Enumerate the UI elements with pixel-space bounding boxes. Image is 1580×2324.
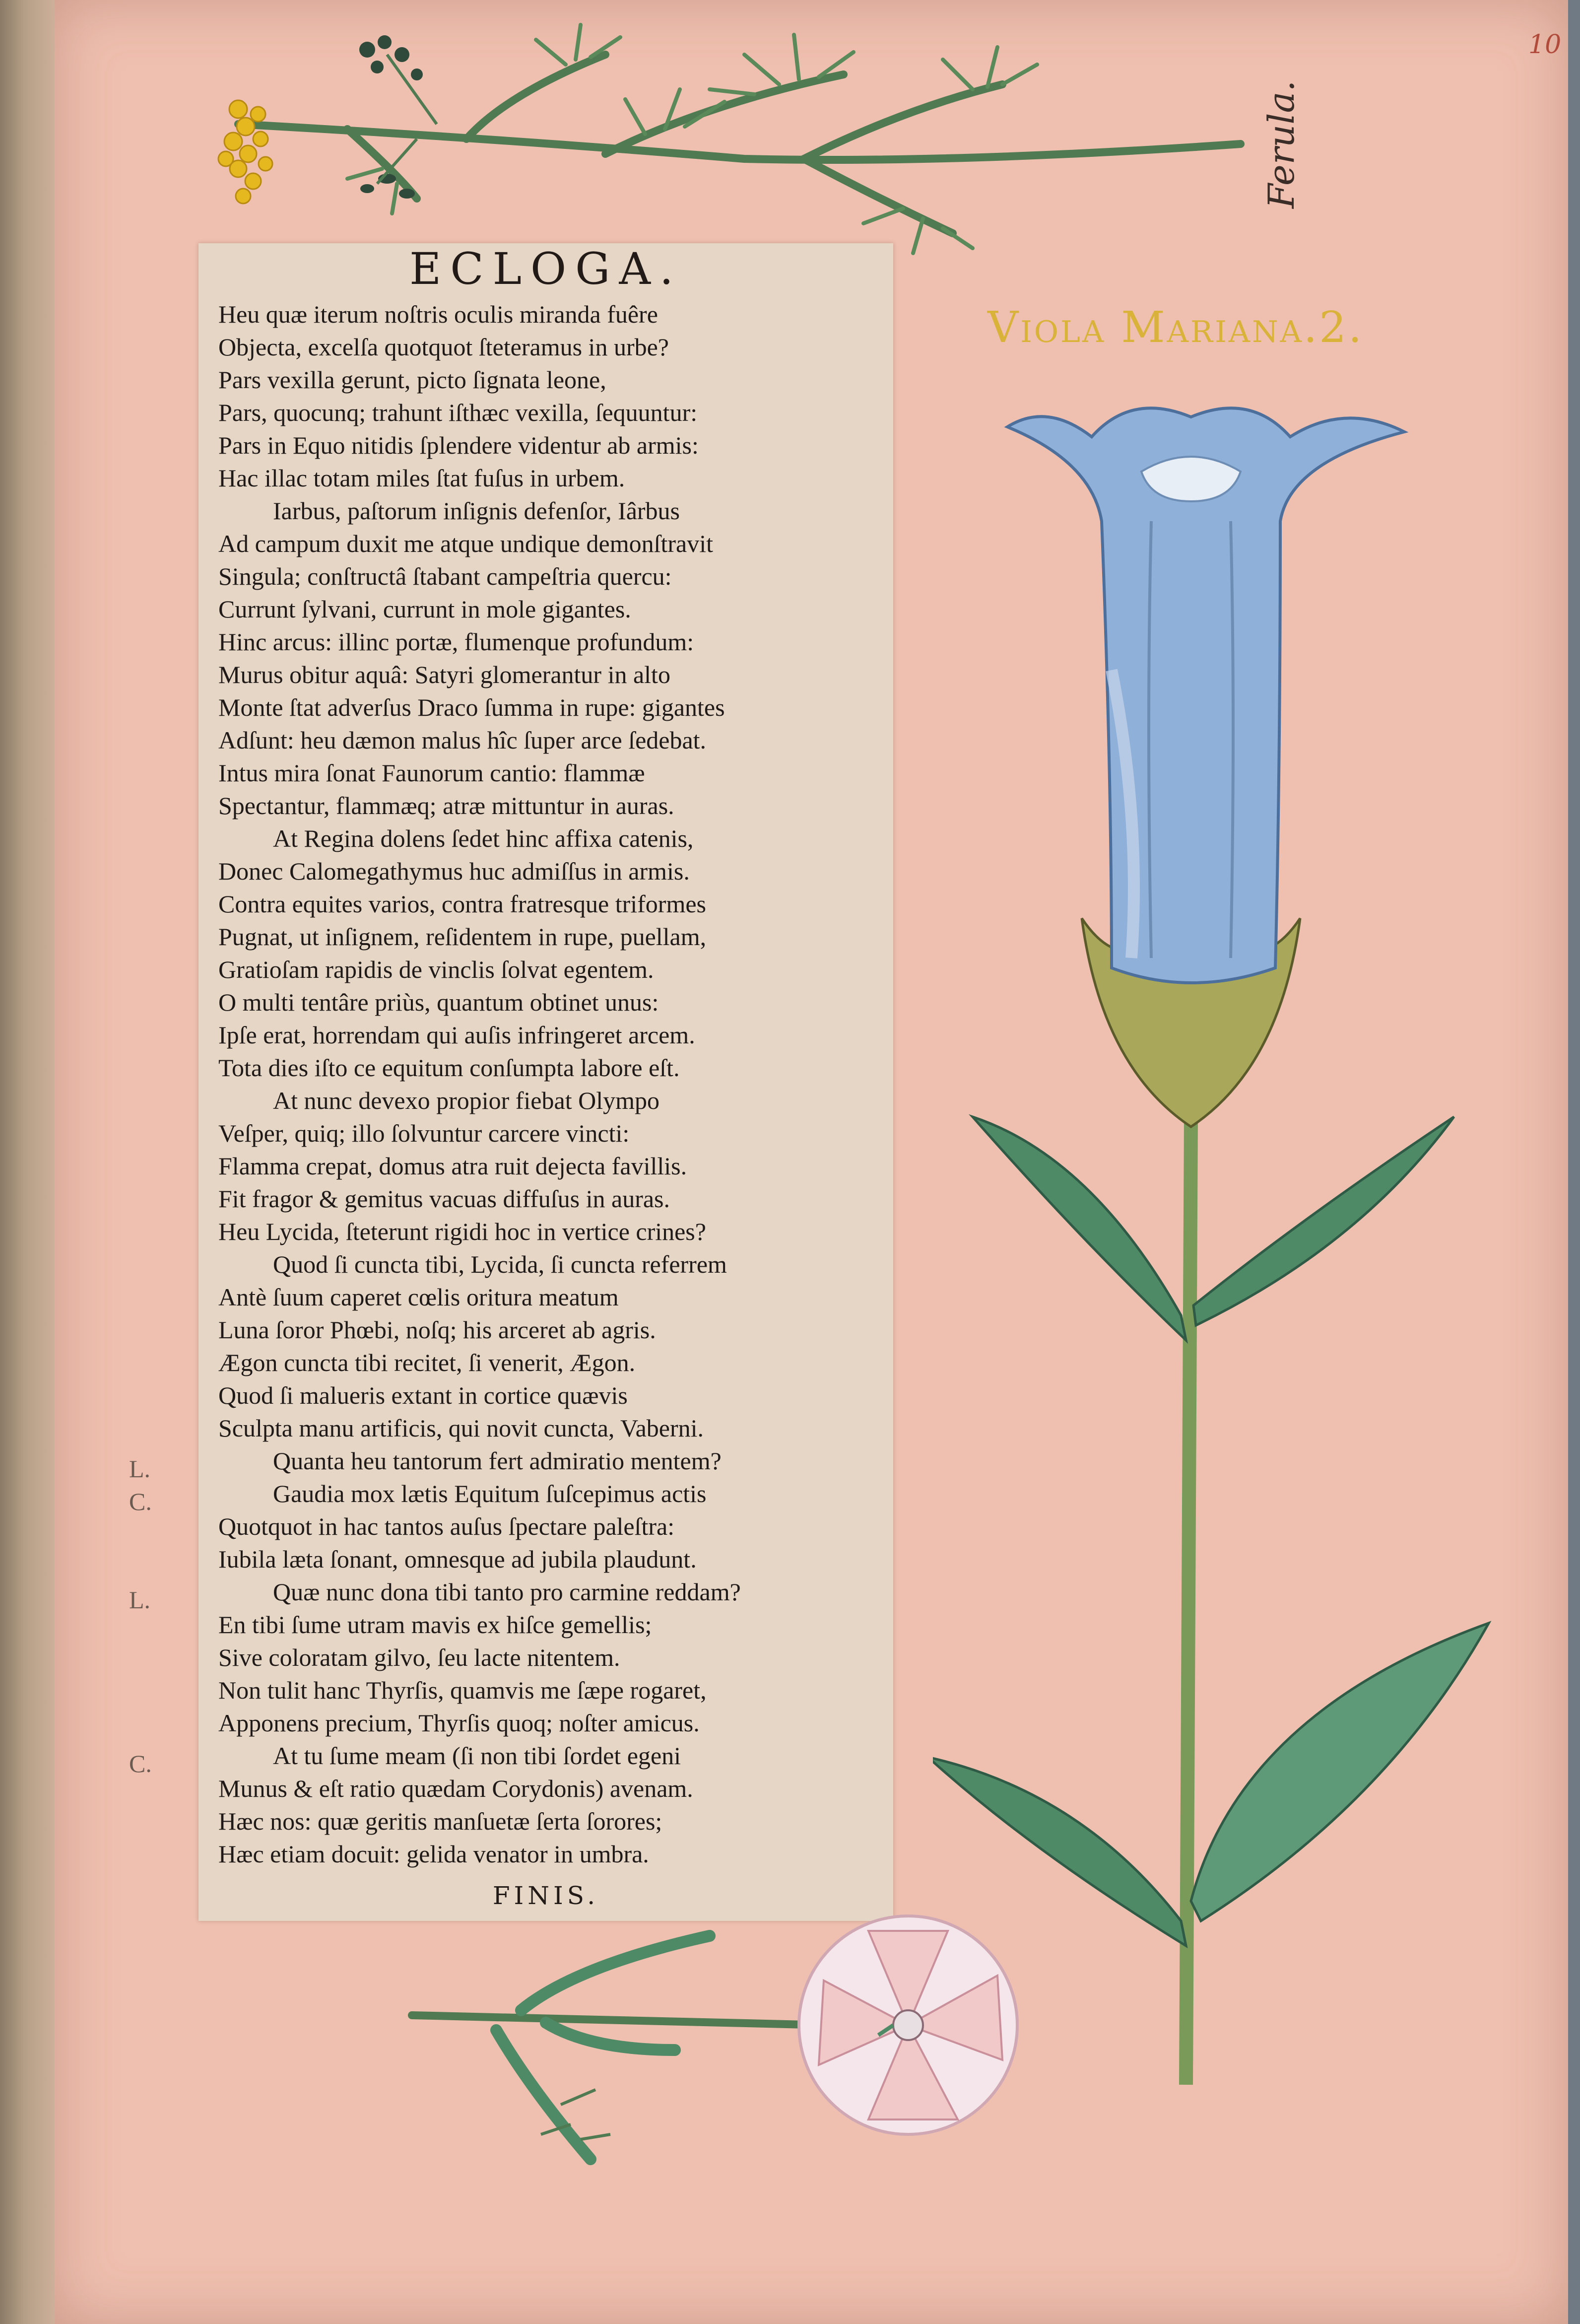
verse-line: Murus obitur aquâ: Satyri glomerantur in alto (218, 661, 670, 688)
verse-line: At Regina dolens ſedet hinc affixa catenis, (273, 824, 694, 852)
speaker-mark: L. (129, 1586, 151, 1614)
verse-line: Quod ſi malueris extant in cortice quævis (218, 1381, 628, 1409)
verse-line: Quod ſi cuncta tibi, Lycida, ſi cuncta referrem (273, 1250, 727, 1278)
verse-line: At nunc devexo propior fiebat Olympo (273, 1087, 659, 1114)
verse-line: Gratioſam rapidis de vinclis ſolvat egentem. (218, 956, 654, 983)
verse-line: Objecta, excelſa quotquot ſteteramus in urbe? (218, 333, 669, 361)
verse-line: Hæc nos: quæ geritis manſuetæ ſerta ſorores; (218, 1807, 662, 1835)
verse-line: Tota dies iſto ce equitum conſumpta labore eſt. (218, 1054, 680, 1082)
verse-line: Sculpta manu artificis, qui novit cuncta, Vaberni. (218, 1414, 704, 1442)
eclogue-title: ECLOGA. (409, 243, 682, 294)
carnation-flower (799, 1916, 1017, 2134)
verse-line: Monte ſtat adverſus Draco ſumma in rupe: gigantes (218, 693, 725, 721)
verse-line: Currunt ſylvani, currunt in mole gigantes. (218, 595, 631, 623)
verse-line: At tu ſume meam (ſi non tibi ſordet egeni (273, 1742, 681, 1770)
verse-line: Sive coloratam gilvo, ſeu lacte nitentem. (218, 1643, 620, 1671)
flower-stem (1186, 1117, 1191, 2085)
verse-line: Flamma crepat, domus atra ruit dejecta favillis. (218, 1152, 687, 1180)
verse-line: Iubila læta ſonant, omnesque ad jubila plaudunt. (218, 1545, 697, 1573)
verse-line: Spectantur, flammæq; atræ mittuntur in auras. (218, 792, 674, 820)
verse-line: Gaudia mox lætis Equitum ſuſcepimus actis (273, 1480, 707, 1507)
verse-line: Contra equites varios, contra fratresque triformes (218, 890, 706, 918)
verse-line: Ad campum duxit me atque undique demonſtravit (218, 530, 713, 557)
verse-line: Pars in Equo nitidis ſplendere videntur ab armis: (218, 431, 699, 459)
verse-line: Pars vexilla gerunt, picto ſignata leone, (218, 366, 606, 394)
verse-line: Hac illac totam miles ſtat fuſus in urbem. (218, 464, 625, 492)
verse-line: Hinc arcus: illinc portæ, flumenque profundum: (218, 628, 694, 656)
verse-line: En tibi ſume utram mavis ex hiſce gemellis; (218, 1611, 652, 1639)
leaf (1191, 1623, 1489, 1921)
carnation-illustration (352, 1901, 1097, 2209)
verse-line: Ægon cuncta tibi recitet, ſi venerit, Ægon. (218, 1349, 636, 1376)
printed-text-panel (198, 243, 893, 1921)
verse-line: Munus & eſt ratio quædam Corydonis) avenam. (218, 1775, 693, 1802)
leaf (973, 1117, 1186, 1340)
verse-line: Iarbus, paſtorum inſignis defenſor, Iârbus (273, 497, 680, 525)
finis-label: FINIS. (492, 1881, 599, 1910)
verse-line: Heu quæ iterum noſtris oculis miranda fuêre (218, 300, 658, 328)
verse-line: Hæc etiam docuit: gelida venator in umbra. (218, 1840, 649, 1868)
verse-line: Apponens precium, Thyrſis quoq; noſter amicus. (218, 1709, 700, 1737)
verse-line: Adſunt: heu dæmon malus hîc ſuper arce ſedebat. (218, 726, 707, 754)
leaf (1193, 1117, 1454, 1325)
page-number: 10 (1528, 30, 1562, 60)
verse-line: Quotquot in hac tantos auſus ſpectare paleſtra: (218, 1512, 675, 1540)
manuscript-page (55, 0, 1568, 2324)
verse-line: Singula; conſtructâ ſtabant campeſtria quercu: (218, 562, 672, 590)
verse-line: Antè ſuum caperet cœlis oritura meatum (218, 1283, 619, 1311)
verse-line: Fit fragor & gemitus vacuas diffuſus in auras. (218, 1185, 670, 1213)
verse-line: Veſper, quiq; illo ſolvuntur carcere vincti: (218, 1119, 630, 1147)
verse-line: Pugnat, ut inſignem, reſidentem in rupe, puellam, (218, 923, 707, 951)
verse-line: Donec Calomegathymus huc admiſſus in armis. (218, 857, 690, 885)
speaker-mark: C. (129, 1750, 152, 1777)
verse-line: Ipſe erat, horrendam qui auſis infringeret arcem. (218, 1021, 695, 1049)
verse-line: Pars, quocunq; trahunt iſthæc vexilla, ſequuntur: (218, 399, 698, 426)
speaker-mark: C. (129, 1488, 152, 1515)
speaker-mark: L. (129, 1455, 151, 1483)
verse-block (218, 298, 883, 1870)
ferula-illustration (159, 10, 1300, 268)
verse-line: Luna ſoror Phœbi, noſq; his arceret ab agris. (218, 1316, 656, 1344)
verse-line: Quæ nunc dona tibi tanto pro carmine reddam? (273, 1578, 741, 1606)
bellflower-illustration (933, 372, 1504, 2110)
plant-caption: Viola Mariana.2. (988, 303, 1364, 352)
verse-line: Non tulit hanc Thyrſis, quamvis me ſæpe rogaret, (218, 1676, 707, 1704)
verse-line: Heu Lycida, ſteterunt rigidi hoc in vertice crines? (218, 1218, 706, 1245)
verse-line: Intus mira ſonat Faunorum cantio: flammæ (218, 759, 645, 787)
verse-line: O multi tentâre priùs, quantum obtinet unus: (218, 988, 659, 1016)
verse-line: Quanta heu tantorum fert admiratio mentem? (273, 1447, 722, 1475)
ferula-annotation: Ferula. (1260, 80, 1302, 208)
